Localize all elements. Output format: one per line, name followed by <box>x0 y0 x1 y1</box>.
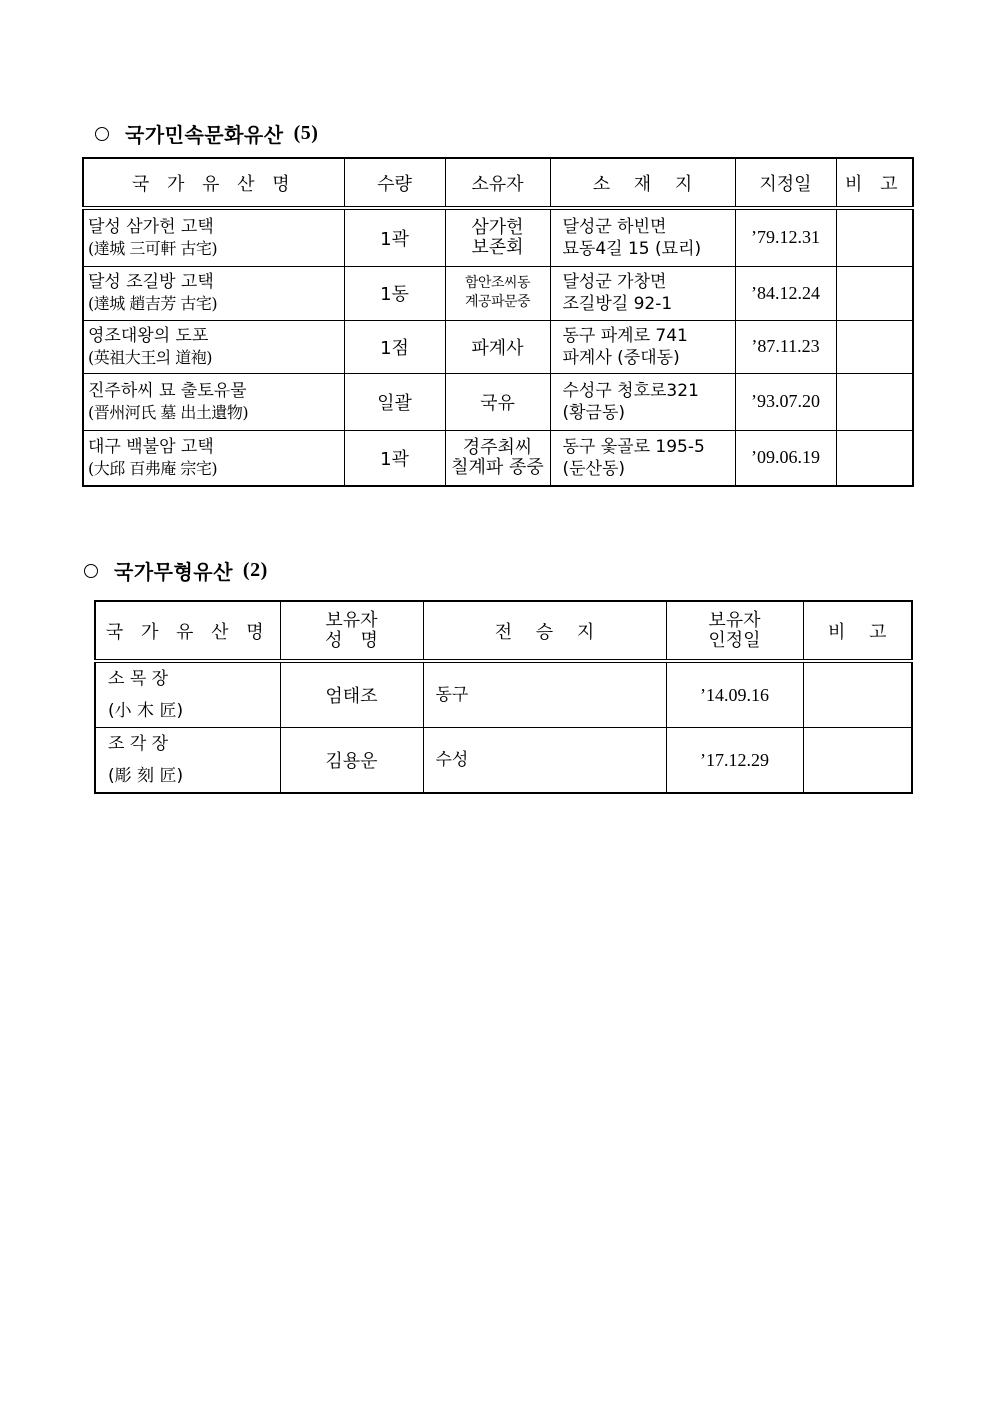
owner-cell <box>445 266 550 320</box>
date-cell: ’79.12.31 <box>735 208 836 266</box>
heritage-name: 영조대왕의 도포 <box>88 325 209 346</box>
section-title-folk <box>95 119 318 148</box>
remarks-cell <box>836 320 913 373</box>
heritage-name-cell <box>95 728 280 794</box>
heritage-name-hanja: (彫 刻 匠) <box>108 766 184 786</box>
location-cell <box>550 430 735 486</box>
owner-line2: 칠계파 종중 <box>451 456 544 478</box>
header-recognition-date <box>666 601 803 661</box>
owner-line1: 함안조씨동 <box>464 275 531 291</box>
location-cell <box>550 208 735 266</box>
heritage-name-hanja: (晋州河氏 墓 出土遺物) <box>88 402 249 422</box>
header-owner: 소유자 <box>445 158 550 208</box>
header-transmission-place: 전 승 지 <box>423 601 666 661</box>
header-holder-line2: 성 명 <box>325 629 378 651</box>
header-remarks: 비 고 <box>836 158 913 208</box>
table-row <box>83 320 913 373</box>
heritage-name-hanja: (達城 三可軒 古宅) <box>88 238 218 258</box>
heritage-name: 달성 삼가헌 고택 <box>88 216 214 237</box>
date-cell: ’09.06.19 <box>735 430 836 486</box>
owner-line1: 경주최씨 <box>462 436 533 458</box>
heritage-name-cell <box>83 320 344 373</box>
heritage-name-hanja: (英祖大王의 道袍) <box>88 347 213 367</box>
owner-line2: 계공파문중 <box>464 294 531 310</box>
heritage-name-cell <box>83 430 344 486</box>
location-cell <box>550 373 735 430</box>
holder-cell: 엄태조 <box>280 661 423 728</box>
table-header-row <box>83 158 913 208</box>
date-cell: ’14.09.16 <box>666 661 803 728</box>
location-line2: 조길방길 92-1 <box>562 294 673 314</box>
location-line2: 파계사 (중대동) <box>562 347 680 368</box>
heritage-name: 달성 조길방 고택 <box>88 272 214 292</box>
table-row <box>83 430 913 486</box>
section-count: (2) <box>242 559 268 581</box>
owner-cell: 파계사 <box>445 320 550 373</box>
header-quantity: 수량 <box>344 158 445 208</box>
location-line2: (황금동) <box>562 402 626 423</box>
circle-bullet-icon <box>95 127 109 141</box>
holder-cell: 김용운 <box>280 728 423 794</box>
intangible-heritage-table <box>94 600 913 794</box>
table-header-row <box>95 601 912 661</box>
table-row <box>95 661 912 728</box>
heritage-name: 진주하씨 묘 출토유물 <box>88 380 247 401</box>
table-row <box>83 266 913 320</box>
header-date-line1: 보유자 <box>708 609 761 631</box>
location-line1: 달성군 가창면 <box>562 272 667 292</box>
header-designation-date: 지정일 <box>735 158 836 208</box>
heritage-name-cell <box>83 373 344 430</box>
heritage-name-cell <box>95 661 280 728</box>
heritage-name: 조 각 장 <box>108 734 169 754</box>
owner-cell: 국유 <box>445 373 550 430</box>
table-row <box>83 208 913 266</box>
remarks-cell <box>836 430 913 486</box>
section-count: (5) <box>293 122 319 144</box>
location-line1: 수성구 청호로321 <box>562 380 699 401</box>
owner-line2: 보존회 <box>471 236 524 258</box>
section-title-text: 국가민속문화유산 <box>125 123 284 147</box>
heritage-name: 대구 백불암 고택 <box>88 436 214 457</box>
quantity-cell: 1곽 <box>344 208 445 266</box>
quantity-cell: 1점 <box>344 320 445 373</box>
remarks-cell <box>836 208 913 266</box>
location-cell <box>550 266 735 320</box>
heritage-name-hanja: (達城 趙吉芳 古宅) <box>88 294 218 313</box>
location-line2: 묘동4길 15 (묘리) <box>562 238 702 259</box>
heritage-name-hanja: (小 木 匠) <box>108 701 184 721</box>
quantity-cell: 1동 <box>344 266 445 320</box>
place-cell: 수성 <box>423 728 666 794</box>
header-holder <box>280 601 423 661</box>
header-holder-line1: 보유자 <box>325 609 378 631</box>
owner-cell <box>445 208 550 266</box>
remarks-cell <box>803 728 912 794</box>
location-cell <box>550 320 735 373</box>
location-line1: 동구 옻골로 195-5 <box>562 436 705 457</box>
owner-cell <box>445 430 550 486</box>
date-cell: ’87.11.23 <box>735 320 836 373</box>
place-cell: 동구 <box>423 661 666 728</box>
remarks-cell <box>836 373 913 430</box>
header-heritage-name: 국 가 유 산 명 <box>95 601 280 661</box>
header-location: 소 재 지 <box>550 158 735 208</box>
section-title-intangible <box>84 556 268 585</box>
header-date-line2: 인정일 <box>708 629 761 651</box>
heritage-name-cell <box>83 208 344 266</box>
location-line1: 달성군 하빈면 <box>562 216 667 237</box>
section-title-text: 국가무형유산 <box>114 560 233 584</box>
date-cell: ’93.07.20 <box>735 373 836 430</box>
date-cell: ’84.12.24 <box>735 266 836 320</box>
location-line2: (둔산동) <box>562 458 626 479</box>
quantity-cell: 1곽 <box>344 430 445 486</box>
heritage-name-hanja: (大邱 百弗庵 宗宅) <box>88 458 218 478</box>
table-row <box>83 373 913 430</box>
folk-heritage-table <box>82 157 914 487</box>
remarks-cell <box>836 266 913 320</box>
header-remarks: 비 고 <box>803 601 912 661</box>
location-line1: 동구 파계로 741 <box>562 325 688 346</box>
remarks-cell <box>803 661 912 728</box>
header-heritage-name: 국 가 유 산 명 <box>83 158 344 208</box>
circle-bullet-icon <box>84 564 98 578</box>
owner-line1: 삼가헌 <box>471 216 524 238</box>
table-row <box>95 728 912 794</box>
heritage-name-cell <box>83 266 344 320</box>
quantity-cell: 일괄 <box>344 373 445 430</box>
heritage-name: 소 목 장 <box>108 669 169 689</box>
date-cell: ’17.12.29 <box>666 728 803 794</box>
